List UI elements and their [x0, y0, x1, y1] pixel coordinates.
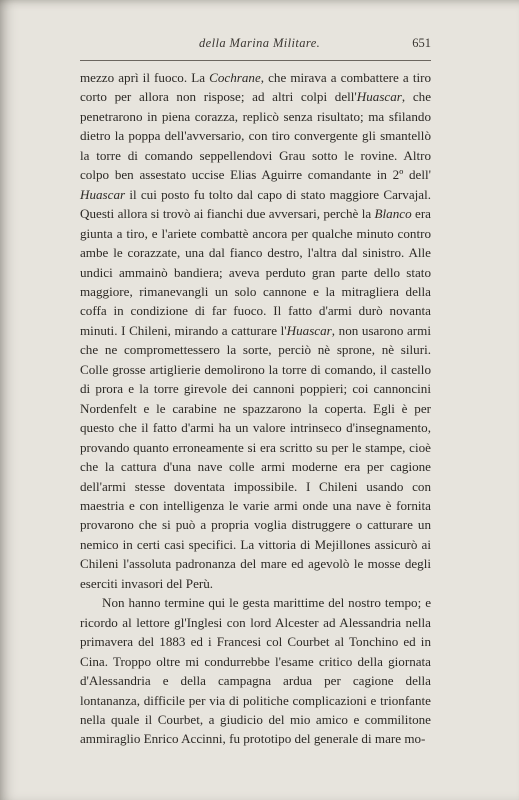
paragraph: [80, 68, 431, 593]
text-segment: , che penetrarono in piena corazza, replicò senza risultato; ma sfilando dietro la poppa dell'avversario, con tiro convergente gli smantellò la torre di comando seppellendovi Grau sotto le rovine. Altro colpo ben assestato uccise Elias Aguirre comandante in 2º dell': [80, 89, 432, 183]
italic-text-segment: Huascar: [356, 89, 402, 105]
text-segment: , che mirava a combattere a tiro corto per allora non rispose; ad altri colpi dell': [80, 70, 432, 105]
body-text: [80, 68, 431, 749]
page-header: [80, 36, 431, 58]
running-title: della Marina Militare.: [199, 36, 321, 50]
text-segment: , non usarono armi che ne compromettessero la sorte, perciò nè sprone, nè siluri. Colle grosse artiglierie demolirono la torre di comando, il castello di prora e la torre girevole dei cannoni poppieri; coi cannoncini Nordenfelt e le carabine ne spazzarono la coperta. Egli è per questo che il fatto d'armi ha un valore intrinseco d'insegnamento, provando quanto erroneamente si era scritto su per le stampe, cioè che la cattura d'una nave colle armi moderne era per cagione dell'armi stesse doventata impossibile. I Chileni usando con maestria e con intelligenza le varie armi onde una nave è fornita provarono che si può a propria voglia distruggere o catturare un nemico in certi casi specifici. La vittoria di Mejillones assicurò ai Chileni l'assoluta padronanza del mare ed agevolò le mosse degli eserciti invasori del Perù.: [80, 322, 431, 591]
italic-text-segment: Huascar: [80, 186, 126, 202]
header-rule: [80, 60, 431, 61]
italic-text-segment: Blanco: [374, 206, 412, 222]
text-segment: il cui posto fu tolto dal capo di stato maggiore Carvajal. Questi allora si trovò ai fianchi due avversari, perchè la: [80, 186, 431, 222]
page-number: 651: [412, 36, 431, 50]
italic-text-segment: Cochrane: [209, 70, 261, 85]
text-segment: Non hanno termine qui le gesta marittime del nostro tempo; e ricordo al lettore gl'Inglesi con lord Alcester ad Alessandria nella primavera del 1883 ed i Francesi col Courbet al Tonchino ed in Cina. Troppo oltre mi condurrebbe l'esame critico della giornata d'Alessandria e della campagna ardua per cagione della lontananza, difficile per via di politiche complicazioni e trionfante nella quale il Courbet, a giudicio del mio amico e commilitone ammiraglio Enrico Accinni, fu prototipo del generale di mare mo-: [80, 595, 431, 747]
paragraph: [80, 593, 431, 749]
text-segment: mezzo aprì il fuoco. La: [80, 70, 210, 85]
italic-text-segment: Huascar: [286, 322, 332, 338]
text-segment: era giunta a tiro, e l'ariete combattè ancora per qualche minuto contro ambe le corazzate, una dal fianco destro, l'altra dal sinistro. Alle undici ammainò bandiera; aveva perduto gran parte dello stato maggiore, rimanevangli un solo cannone e la mitragliera della coffa in condizione di far fuoco. Il fatto d'armi durò novanta minuti. I Chileni, mirando a catturare l': [80, 206, 431, 338]
